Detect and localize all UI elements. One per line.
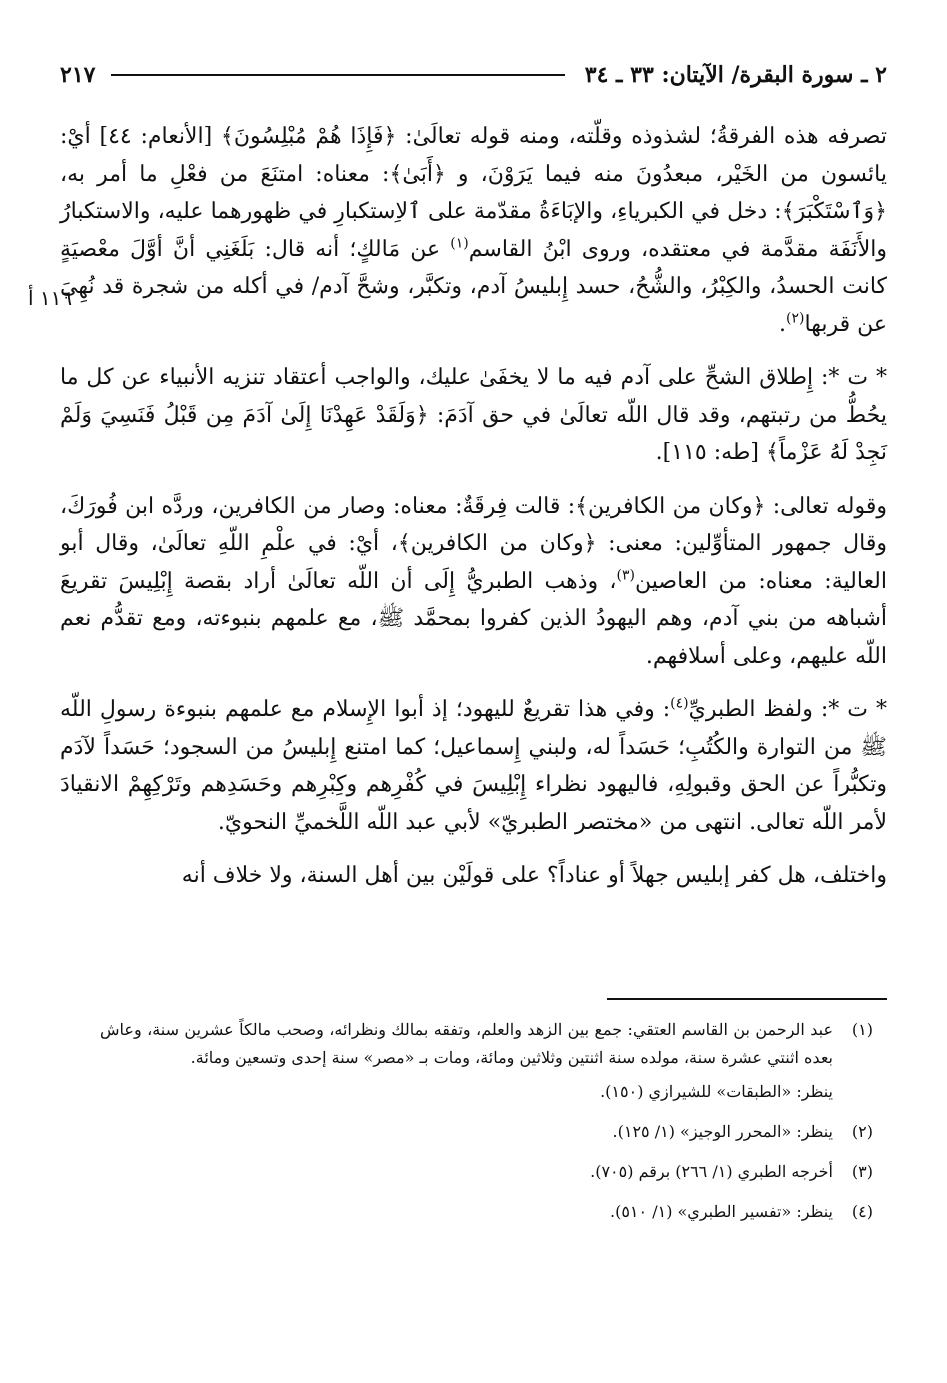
footnote-ref-3[interactable]: (٣) bbox=[616, 567, 636, 584]
footnote-2 bbox=[100, 1118, 873, 1152]
footnote-1 bbox=[100, 1016, 873, 1112]
footnote-4 bbox=[100, 1198, 873, 1232]
footnotes bbox=[100, 1016, 873, 1238]
footnote-text: ينظر: «الطبقات» للشيرازي (١٥٠). bbox=[600, 1082, 833, 1101]
page-number: ٢١٧ bbox=[60, 62, 96, 88]
footnote-ref-2[interactable]: (٢) bbox=[786, 310, 805, 327]
paragraph-5: واختلف، هل كفر إبليس جهلاً أو عناداً؟ على قولَيْن بين أهل السنة، ولا خلاف أنه bbox=[181, 863, 887, 888]
footnote-3 bbox=[100, 1158, 873, 1192]
paragraph-2: * ت *: إِطلاق الشحِّ على آدم فيه ما لا يخفَىٰ عليك، والواجب أعتقاد تنزيه الأنبياء عن كل ما يحُطُّ من رتبتهم، وقد قال اللّه تعالَىٰ في حق آدَمَ: ﴿وَلَقَدْ عَهِدْنَا إِلَىٰ آدَمَ مِن قَبْلُ فَنَسِيَ وَلَمْ نَجِدْ لَهُ عَزْماً﴾ [طه: ١١٥]. bbox=[60, 365, 887, 465]
chapter-title: ٢ ـ سورة البقرة/ الآيتان: ٣٣ ـ ٣٤ bbox=[584, 62, 887, 88]
footnote-number: (١) bbox=[851, 1020, 873, 1039]
footnote-text: أخرجه الطبري (١/ ٢٦٦) برقم (٧٠٥). bbox=[590, 1162, 833, 1181]
header-rule bbox=[111, 74, 564, 76]
footnote-text: ينظر: «المحرر الوجيز» (١/ ١٢٥). bbox=[612, 1122, 833, 1141]
footnote-number: (٢) bbox=[851, 1122, 873, 1141]
footnote-text: ينظر: «تفسير الطبري» (١/ ٥١٠). bbox=[610, 1202, 833, 1221]
manuscript-folio-note: ١١٦ أ bbox=[28, 286, 73, 310]
paragraph-4: * ت *: ولفظ الطبريِّ$^{(٤)}$: وفي هذا تقريعٌ لليهود؛ إذ أبوا الإِسلام مع علمهم بنبوءة رسولِ اللّه ﷺ من التوارة والكُتُبِ؛ حَسَداً له، ولبني إِسماعيل؛ كما امتنع إِبليسُ من السجود؛ حَسَداً لآدَم وتكبُّراً عن الحق وقبولِهِ، فاليهود نظراء إِبْلِيسَ في كُفْرِهم وكِبْرِهم وحَسَدِهم وتَرْكِهِمْ الانقيادَ لأمر اللّه تعالى. انتهى من «مختصر الطبريّ» لأبي عبد اللّه اللَّخميِّ النحويّ. bbox=[60, 695, 887, 835]
paragraph-1: تصرفه هذه الفرقةُ؛ لشذوذه وقلّته، ومنه قوله تعالَىٰ: ﴿فَإِذَا هُمْ مُبْلِسُونَ﴾ [الأنعام: ٤٤] أيْ: يائسون من الخَيْر، مبعدُونَ منه فيما يَرَوْنَ، و ﴿أَبَىٰ﴾: معناه: امتنَعَ من فعْلِ ما أمر به، ﴿وَٱسْتَكْبَرَ﴾: دخل في الكبرياءِ، والإبَاءَةُ مقدّمة على ٱلاِستكبارِ في ظهورهما عليه، والاستكبارُ والأَنَفَة مقدَّمة في معتقده، وروى ابْنُ القاسم$^{(١)}$ عن مَالكٍ؛ أنه قال: بَلَغَنِي أنَّ أوَّلَ معْصيَةٍ كانت الحسدُ، والكِبْرُ، والشُّحُ، حسد إِبليسُ آدم، وتكبَّر، وشحَّ آدم/ في أكله من شجرة قد نُهِيَ عن قربها$^{(٢)}$. bbox=[60, 124, 887, 337]
paragraph-3: وقوله تعالى: ﴿وكان من الكافرين﴾: قالت فِرقَةٌ: معناه: وصار من الكافرين، وردَّه ابن فُورَكَ، وقال جمهور المتأوِّلين: معنى: ﴿وكان من الكافرين﴾، أيْ: في علْمِ اللّهِ تعالَىٰ، وقال أبو العالية: معناه: من العاصين$^{(٣)}$، وذهب الطبريُّ إِلَى أن اللّه تعالَىٰ أراد بقصة إِبْلِيسَ تقريعَ أشباهه من بني آدم، وهم اليهودُ الذين كفروا بمحمَّد ﷺ، مع علمهم بنبوءته، ومع تقدُّم نعم اللّه عليهم، وعلى أسلافهم. bbox=[60, 493, 887, 669]
footnote-ref-4[interactable]: (٤) bbox=[670, 695, 689, 712]
footnote-text: عبد الرحمن بن القاسم العتقي: جمع بين الزهد والعلم، وتفقه بمالك ونظرائه، وصحب مالكاً عشرين سنة، وعاش بعده اثنتي عشرة سنة، مولده سنة اثنتين وثلاثين ومائة، ومات بـ «مصر» سنة إحدى وتسعين ومائة. bbox=[100, 1020, 833, 1067]
footnote-ref-1[interactable]: (١) bbox=[450, 235, 469, 252]
running-header bbox=[60, 58, 887, 92]
main-text bbox=[60, 118, 887, 895]
footnote-separator bbox=[607, 998, 887, 1000]
footnote-number: (٣) bbox=[851, 1162, 873, 1181]
footnote-number: (٤) bbox=[851, 1202, 873, 1221]
